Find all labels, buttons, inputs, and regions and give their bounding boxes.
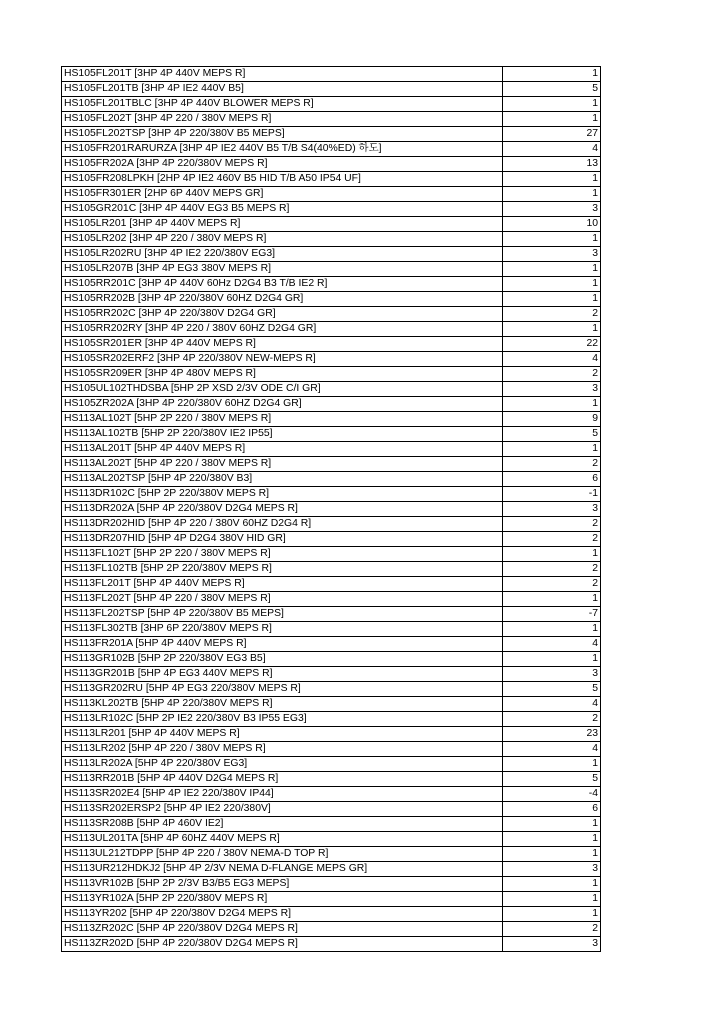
item-description: HS113FL102T [5HP 2P 220 / 380V MEPS R] xyxy=(62,547,503,562)
item-quantity: 5 xyxy=(503,772,601,787)
table-row xyxy=(62,787,601,802)
item-quantity: 3 xyxy=(503,937,601,952)
inventory-table xyxy=(61,66,601,952)
table-row xyxy=(62,157,601,172)
item-description: HS105FR208LPKH [2HP 4P IE2 460V B5 HID T/B A50 IP54 UF] xyxy=(62,172,503,187)
item-description: HS113LR201 [5HP 4P 440V MEPS R] xyxy=(62,727,503,742)
table-row xyxy=(62,67,601,82)
item-description: HS105FR301ER [2HP 6P 440V MEPS GR] xyxy=(62,187,503,202)
item-description: HS113LR102C [5HP 2P IE2 220/380V B3 IP55 EG3] xyxy=(62,712,503,727)
item-quantity: 1 xyxy=(503,277,601,292)
item-quantity: 5 xyxy=(503,682,601,697)
table-row xyxy=(62,127,601,142)
item-quantity: 1 xyxy=(503,652,601,667)
table-row xyxy=(62,97,601,112)
item-quantity: 5 xyxy=(503,82,601,97)
item-description: HS105FL202T [3HP 4P 220 / 380V MEPS R] xyxy=(62,112,503,127)
item-description: HS113AL102TB [5HP 2P 220/380V IE2 IP55] xyxy=(62,427,503,442)
table-row xyxy=(62,907,601,922)
table-row xyxy=(62,592,601,607)
table-row xyxy=(62,307,601,322)
item-quantity: 1 xyxy=(503,292,601,307)
table-row xyxy=(62,802,601,817)
item-description: HS113YR102A [5HP 2P 220/380V MEPS R] xyxy=(62,892,503,907)
item-description: HS105FL202TSP [3HP 4P 220/380V B5 MEPS] xyxy=(62,127,503,142)
inventory-table-body xyxy=(62,67,601,952)
item-quantity: 2 xyxy=(503,532,601,547)
item-quantity: -7 xyxy=(503,607,601,622)
table-row xyxy=(62,817,601,832)
table-row xyxy=(62,457,601,472)
table-row xyxy=(62,637,601,652)
table-row xyxy=(62,862,601,877)
item-description: HS113AL202T [5HP 4P 220 / 380V MEPS R] xyxy=(62,457,503,472)
table-row xyxy=(62,412,601,427)
table-row xyxy=(62,262,601,277)
item-description: HS105FL201T [3HP 4P 440V MEPS R] xyxy=(62,67,503,82)
table-row xyxy=(62,382,601,397)
item-description: HS113ZR202C [5HP 4P 220/380V D2G4 MEPS R] xyxy=(62,922,503,937)
item-quantity: 3 xyxy=(503,502,601,517)
item-quantity: 2 xyxy=(503,712,601,727)
table-row xyxy=(62,172,601,187)
item-quantity: 1 xyxy=(503,817,601,832)
item-description: HS105RR201C [3HP 4P 440V 60Hz D2G4 B3 T/B IE2 R] xyxy=(62,277,503,292)
item-quantity: 4 xyxy=(503,637,601,652)
item-description: HS113LR202 [5HP 4P 220 / 380V MEPS R] xyxy=(62,742,503,757)
item-description: HS113LR202A [5HP 4P 220/380V EG3] xyxy=(62,757,503,772)
item-description: HS105LR201 [3HP 4P 440V MEPS R] xyxy=(62,217,503,232)
table-row xyxy=(62,142,601,157)
table-row xyxy=(62,847,601,862)
item-quantity: 1 xyxy=(503,547,601,562)
item-description: HS113GR202RU [5HP 4P EG3 220/380V MEPS R] xyxy=(62,682,503,697)
item-quantity: 1 xyxy=(503,592,601,607)
item-quantity: 1 xyxy=(503,397,601,412)
item-quantity: 2 xyxy=(503,562,601,577)
item-quantity: 1 xyxy=(503,172,601,187)
item-description: HS113DR207HID [5HP 4P D2G4 380V HID GR] xyxy=(62,532,503,547)
table-row xyxy=(62,397,601,412)
item-quantity: 1 xyxy=(503,622,601,637)
table-row xyxy=(62,217,601,232)
item-description: HS113AL202TSP [5HP 4P 220/380V B3] xyxy=(62,472,503,487)
table-row xyxy=(62,832,601,847)
item-quantity: 23 xyxy=(503,727,601,742)
item-description: HS105SR201ER [3HP 4P 440V MEPS R] xyxy=(62,337,503,352)
table-row xyxy=(62,547,601,562)
item-description: HS105GR201C [3HP 4P 440V EG3 B5 MEPS R] xyxy=(62,202,503,217)
table-row xyxy=(62,232,601,247)
table-row xyxy=(62,82,601,97)
item-quantity: 4 xyxy=(503,142,601,157)
item-quantity: 2 xyxy=(503,517,601,532)
item-quantity: 1 xyxy=(503,907,601,922)
item-quantity: 3 xyxy=(503,667,601,682)
table-row xyxy=(62,877,601,892)
item-description: HS113UL212TDPP [5HP 4P 220 / 380V NEMA-D TOP R] xyxy=(62,847,503,862)
item-quantity: 1 xyxy=(503,757,601,772)
item-description: HS113DR102C [5HP 2P 220/380V MEPS R] xyxy=(62,487,503,502)
table-row xyxy=(62,577,601,592)
item-description: HS105LR202RU [3HP 4P IE2 220/380V EG3] xyxy=(62,247,503,262)
item-quantity: 5 xyxy=(503,427,601,442)
table-row xyxy=(62,427,601,442)
item-description: HS105FR202A [3HP 4P 220/380V MEPS R] xyxy=(62,157,503,172)
item-description: HS113SR202E4 [5HP 4P IE2 220/380V IP44] xyxy=(62,787,503,802)
item-description: HS113YR202 [5HP 4P 220/380V D2G4 MEPS R] xyxy=(62,907,503,922)
item-quantity: 1 xyxy=(503,262,601,277)
item-description: HS105FL201TB [3HP 4P IE2 440V B5] xyxy=(62,82,503,97)
item-quantity: 22 xyxy=(503,337,601,352)
item-description: HS113GR201B [5HP 4P EG3 440V MEPS R] xyxy=(62,667,503,682)
item-quantity: 2 xyxy=(503,367,601,382)
item-description: HS105RR202C [3HP 4P 220/380V D2G4 GR] xyxy=(62,307,503,322)
item-quantity: 27 xyxy=(503,127,601,142)
table-row xyxy=(62,697,601,712)
item-quantity: 1 xyxy=(503,442,601,457)
table-row xyxy=(62,112,601,127)
table-row xyxy=(62,247,601,262)
item-description: HS113FL302TB [3HP 6P 220/380V MEPS R] xyxy=(62,622,503,637)
item-description: HS113UL201TA [5HP 4P 60HZ 440V MEPS R] xyxy=(62,832,503,847)
table-row xyxy=(62,742,601,757)
item-quantity: 2 xyxy=(503,457,601,472)
table-row xyxy=(62,337,601,352)
item-description: HS105SR202ERF2 [3HP 4P 220/380V NEW-MEPS R] xyxy=(62,352,503,367)
table-row xyxy=(62,772,601,787)
item-quantity: 1 xyxy=(503,847,601,862)
item-quantity: 4 xyxy=(503,742,601,757)
item-quantity: 1 xyxy=(503,832,601,847)
item-quantity: 2 xyxy=(503,922,601,937)
item-description: HS113ZR202D [5HP 4P 220/380V D2G4 MEPS R] xyxy=(62,937,503,952)
item-description: HS113FL202TSP [5HP 4P 220/380V B5 MEPS] xyxy=(62,607,503,622)
table-row xyxy=(62,667,601,682)
table-row xyxy=(62,442,601,457)
item-quantity: 4 xyxy=(503,352,601,367)
item-description: HS113SR202ERSP2 [5HP 4P IE2 220/380V] xyxy=(62,802,503,817)
table-row xyxy=(62,727,601,742)
item-description: HS105SR209ER [3HP 4P 480V MEPS R] xyxy=(62,367,503,382)
item-description: HS113DR202A [5HP 4P 220/380V D2G4 MEPS R] xyxy=(62,502,503,517)
item-description: HS113AL201T [5HP 4P 440V MEPS R] xyxy=(62,442,503,457)
item-quantity: 3 xyxy=(503,247,601,262)
item-quantity: 3 xyxy=(503,202,601,217)
item-quantity: 2 xyxy=(503,307,601,322)
table-row xyxy=(62,532,601,547)
table-row xyxy=(62,187,601,202)
table-row xyxy=(62,517,601,532)
table-row xyxy=(62,712,601,727)
item-description: HS113UR212HDKJ2 [5HP 4P 2/3V NEMA D-FLANGE MEPS GR] xyxy=(62,862,503,877)
item-quantity: 1 xyxy=(503,892,601,907)
item-description: HS113VR102B [5HP 2P 2/3V B3/B5 EG3 MEPS] xyxy=(62,877,503,892)
item-quantity: 1 xyxy=(503,112,601,127)
item-description: HS113FR201A [5HP 4P 440V MEPS R] xyxy=(62,637,503,652)
table-row xyxy=(62,622,601,637)
item-description: HS113KL202TB [5HP 4P 220/380V MEPS R] xyxy=(62,697,503,712)
item-quantity: 1 xyxy=(503,97,601,112)
item-description: HS113AL102T [5HP 2P 220 / 380V MEPS R] xyxy=(62,412,503,427)
table-row xyxy=(62,322,601,337)
item-quantity: 6 xyxy=(503,472,601,487)
table-row xyxy=(62,277,601,292)
item-quantity: -4 xyxy=(503,787,601,802)
item-description: HS113DR202HID [5HP 4P 220 / 380V 60HZ D2G4 R] xyxy=(62,517,503,532)
item-quantity: -1 xyxy=(503,487,601,502)
item-description: HS105ZR202A [3HP 4P 220/380V 60HZ D2G4 GR] xyxy=(62,397,503,412)
table-row xyxy=(62,937,601,952)
table-row xyxy=(62,367,601,382)
item-quantity: 2 xyxy=(503,577,601,592)
item-quantity: 3 xyxy=(503,862,601,877)
item-quantity: 10 xyxy=(503,217,601,232)
table-row xyxy=(62,292,601,307)
item-quantity: 1 xyxy=(503,322,601,337)
item-description: HS105LR202 [3HP 4P 220 / 380V MEPS R] xyxy=(62,232,503,247)
item-description: HS105FL201TBLC [3HP 4P 440V BLOWER MEPS R] xyxy=(62,97,503,112)
table-row xyxy=(62,607,601,622)
table-row xyxy=(62,352,601,367)
table-row xyxy=(62,652,601,667)
item-description: HS105RR202B [3HP 4P 220/380V 60HZ D2G4 GR] xyxy=(62,292,503,307)
item-description: HS105RR202RY [3HP 4P 220 / 380V 60HZ D2G4 GR] xyxy=(62,322,503,337)
item-quantity: 1 xyxy=(503,187,601,202)
item-description: HS105UL102THDSBA [5HP 2P XSD 2/3V ODE C/I GR] xyxy=(62,382,503,397)
table-row xyxy=(62,562,601,577)
item-description: HS105LR207B [3HP 4P EG3 380V MEPS R] xyxy=(62,262,503,277)
table-row xyxy=(62,472,601,487)
item-description: HS113SR208B [5HP 4P 460V IE2] xyxy=(62,817,503,832)
item-description: HS113RR201B [5HP 4P 440V D2G4 MEPS R] xyxy=(62,772,503,787)
item-description: HS105FR201RARURZA [3HP 4P IE2 440V B5 T/B S4(40%ED) 하도] xyxy=(62,142,503,157)
item-quantity: 4 xyxy=(503,697,601,712)
item-description: HS113FL102TB [5HP 2P 220/380V MEPS R] xyxy=(62,562,503,577)
table-row xyxy=(62,757,601,772)
item-quantity: 1 xyxy=(503,877,601,892)
table-row xyxy=(62,202,601,217)
item-quantity: 13 xyxy=(503,157,601,172)
item-quantity: 1 xyxy=(503,67,601,82)
item-quantity: 3 xyxy=(503,382,601,397)
table-row xyxy=(62,487,601,502)
item-quantity: 1 xyxy=(503,232,601,247)
table-row xyxy=(62,502,601,517)
item-description: HS113FL202T [5HP 4P 220 / 380V MEPS R] xyxy=(62,592,503,607)
table-row xyxy=(62,682,601,697)
item-description: HS113FL201T [5HP 4P 440V MEPS R] xyxy=(62,577,503,592)
item-description: HS113GR102B [5HP 2P 220/380V EG3 B5] xyxy=(62,652,503,667)
table-row xyxy=(62,922,601,937)
table-row xyxy=(62,892,601,907)
item-quantity: 9 xyxy=(503,412,601,427)
item-quantity: 6 xyxy=(503,802,601,817)
